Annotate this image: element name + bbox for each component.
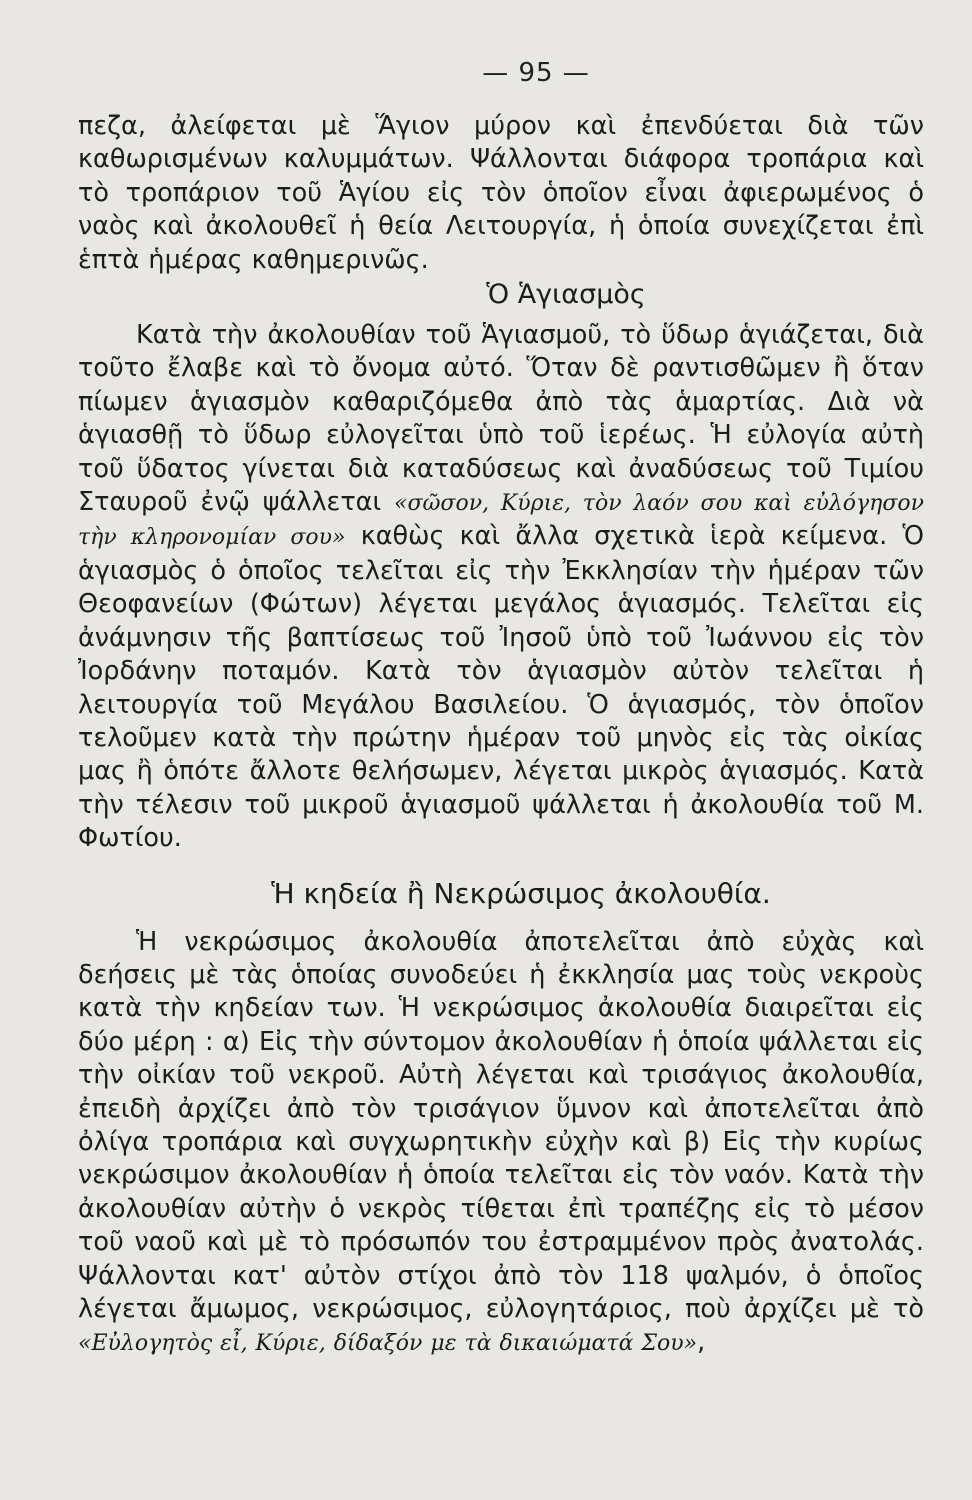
agiasmos-paragraph	[78, 319, 924, 856]
funeral-text-b: ,	[697, 1327, 706, 1358]
intro-paragraph: πεζα, ἀλείφεται μὲ Ἅγιον μύρον καὶ ἐπενδύεται διὰ τῶν καθωρισμένων καλυμμάτων. Ψάλλονται διάφορα τροπάρια καὶ τὸ τροπάριον τοῦ Ἁγίου εἰς τὸν ὁποῖον εἶναι ἀφιερωμένος ὁ ναὸς καὶ ἀκολουθεῖ ἡ θεία Λειτουργία, ἡ ὁποία συνεχίζεται ἐπὶ ἑπτὰ ἡμέρας καθημερινῶς.	[78, 111, 924, 275]
funeral-text-a: Ἡ νεκρώσιμος ἀκολουθία ἀποτελεῖται ἀπὸ εὐχὰς καὶ δεήσεις μὲ τὰς ὁποίας συνοδεύει ἡ ἐκκλησία μας τοὺς νεκροὺς κατὰ τὴν κηδείαν των. Ἡ νεκρώσιμος ἀκολουθία διαιρεῖται εἰς δύο μέρη : α) Εἰς τὴν σύντομον ἀκολουθίαν ἡ ὁποία ψάλλεται εἰς τὴν οἰκίαν τοῦ νεκροῦ. Αὐτὴ λέγεται καὶ τρισάγιος ἀκολουθία, ἐπειδὴ ἀρχίζει ἀπὸ τὸν τρισάγιον ὕμνον καὶ ἀποτελεῖται ἀπὸ ὀλίγα τροπάρια καὶ συγχωρητικὴν εὐχὴν καὶ β) Εἰς τὴν κυρίως νεκρώσιμον ἀκολουθίαν ἡ ὁποία τελεῖται εἰς τὸν ναόν. Κατὰ τὴν ἀκολουθίαν αὐτὴν ὁ νεκρὸς τίθεται ἐπὶ τραπέζης εἰς τὸ μέσον τοῦ ναοῦ καὶ μὲ τὸ πρόσωπόν του ἐστραμμένον πρὸς ἀνατολάς. Ψάλλονται κατ' αὐτὸν στίχοι ἀπὸ τὸν 118 ψαλμόν, ὁ ὁποῖος λέγεται ἄμωμος, νεκρώσιμος, εὐλογητάριος, ποὺ ἀρχίζει μὲ τὸ	[78, 926, 924, 1324]
section-heading-agiasmos: Ὁ Ἁγιασμὸς	[486, 279, 646, 311]
section-heading-funeral: Ἡ κηδεία ἢ Νεκρώσιμος ἀκολουθία.	[271, 876, 771, 910]
funeral-paragraph	[78, 926, 924, 1361]
page-number: — 95 —	[482, 58, 590, 88]
agiasmos-text-a: Κατὰ τὴν ἀκολουθίαν τοῦ Ἁγιασμοῦ, τὸ ὕδωρ ἁγιάζεται, διὰ τοῦτο ἔλαβε καὶ τὸ ὄνομα αὐτό. Ὅταν δὲ ραντισθῶμεν ἢ ὅταν πίωμεν ἁγιασμὸν καθαριζόμεθα ἀπὸ τὰς ἁμαρτίας. Διὰ νὰ ἁγιασθῇ τὸ ὕδωρ εὐλογεῖται ὑπὸ τοῦ ἱερέως. Ἡ εὐλογία αὐτὴ τοῦ ὕδατος γίνεται διὰ καταδύσεως καὶ ἀναδύσεως τοῦ Τιμίου Σταυροῦ ἐνῷ ψάλλεται	[78, 320, 924, 518]
agiasmos-text-b: καθὼς καὶ ἄλλα σχετικὰ ἱερὰ κείμενα. Ὁ ἁγιασμὸς ὁ ὁποῖος τελεῖται εἰς τὴν Ἐκκλησίαν τὴν ἡμέραν τῶν Θεοφανείων (Φώτων) λέγεται μεγάλος ἁγιασμός. Τελεῖται εἰς ἀνάμνησιν τῆς βαπτίσεως τοῦ Ἰησοῦ ὑπὸ τοῦ Ἰωάννου εἰς τὸν Ἰορδάνην ποταμόν. Κατὰ τὸν ἁγιασμὸν αὐτὸν τελεῖται ἡ λειτουργία τοῦ Μεγάλου Βασιλείου. Ὁ ἁγιασμός, τὸν ὁποῖον τελοῦμεν κατὰ τὴν πρώτην ἡμέραν τοῦ μηνὸς εἰς τὰς οἰκίας μας ἢ ὁπότε ἄλλοτε θελήσωμεν, λέγεται μικρὸς ἁγιασμός. Κατὰ τὴν τέλεσιν τοῦ μικροῦ ἁγιασμοῦ ψάλλεται ἡ ἀκολουθία τοῦ Μ. Φωτίου.	[78, 521, 925, 854]
funeral-psalm-quote: «Εὐλογητὸς εἶ, Κύριε, δίδαξόν με τὰ δικαιώματά Σου»	[78, 1331, 698, 1357]
agiasmos-hymn-quote: «σῶσον, Κύριε, τὸν λαόν σου καὶ εὐλόγησον τὴν κληρονομίαν σου»	[78, 491, 924, 551]
